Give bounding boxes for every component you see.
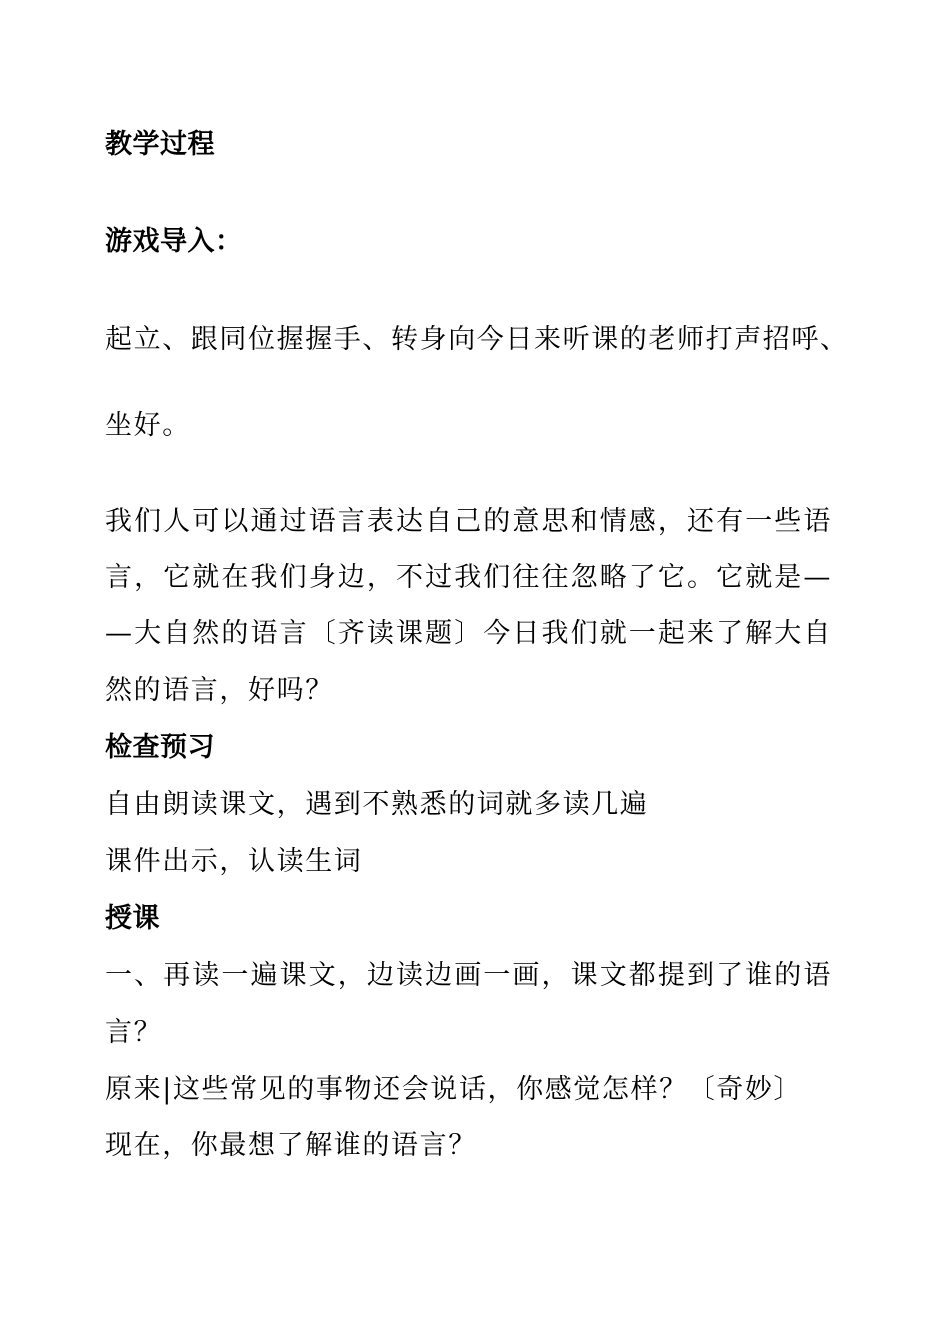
- paragraph-line-1: 我们人可以通过语言表达自己的意思和情感，还有一些语: [105, 506, 833, 537]
- teaching-line-1: 一、再读一遍课文，边读边画一画，课文都提到了谁的语: [105, 960, 833, 991]
- preview-line-1: 自由朗读课文，遇到不熟悉的词就多读几遍: [105, 789, 649, 820]
- intro-line-2: 坐好。: [105, 410, 191, 441]
- teaching-line-3: 原来|这些常见的事物还会说话，你感觉怎样？〔奇妙〕: [105, 1074, 803, 1105]
- paragraph-line-2: 言，它就在我们身边，不过我们往往忽略了它。它就是—: [105, 562, 833, 593]
- heading-check-preview: 检查预习: [105, 732, 215, 763]
- paragraph-line-3: —大自然的语言〔齐读课题〕今日我们就一起来了解大自: [105, 618, 833, 649]
- intro-line-1: 起立、跟同位握握手、转身向今日来听课的老师打声招呼、: [105, 324, 849, 355]
- heading-teaching-process: 教学过程: [105, 129, 215, 160]
- heading-game-intro: 游戏导入：: [105, 226, 243, 257]
- heading-teaching: 授课: [105, 903, 160, 934]
- preview-line-2: 课件出示，认读生词: [105, 846, 363, 877]
- paragraph-line-4: 然的语言，好吗？: [105, 675, 334, 706]
- teaching-line-4: 现在，你最想了解谁的语言？: [105, 1130, 477, 1161]
- teaching-line-2: 言？: [105, 1017, 163, 1048]
